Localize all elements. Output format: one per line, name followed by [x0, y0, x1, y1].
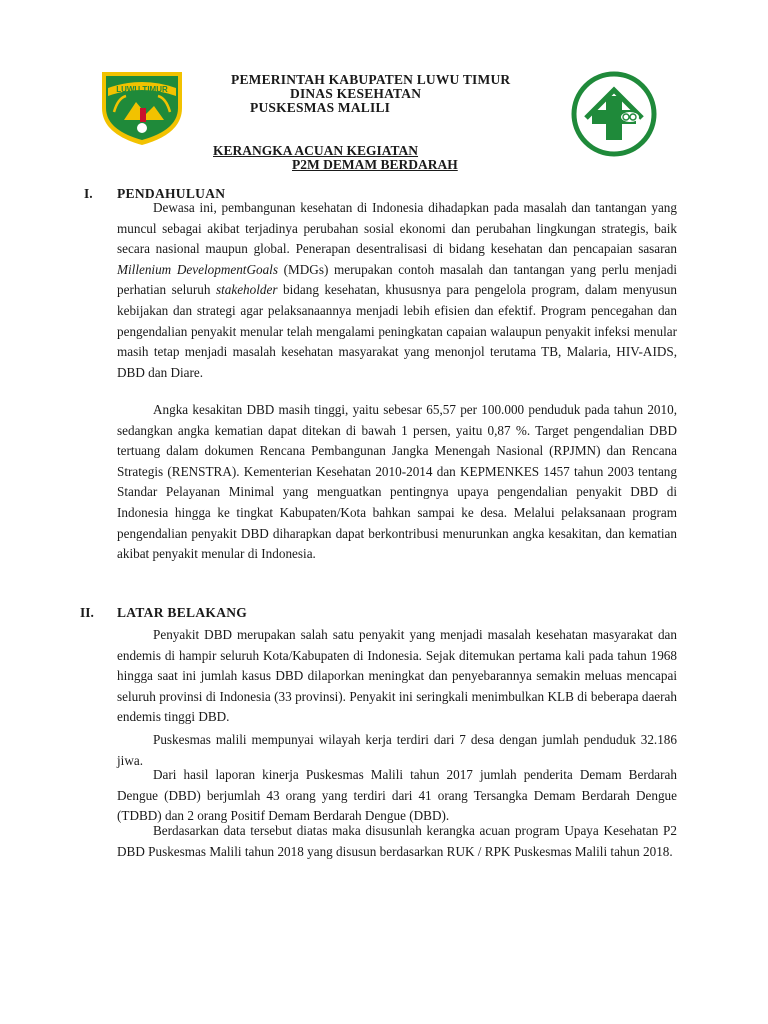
section-number: I.	[84, 186, 93, 201]
paragraph: Dewasa ini, pembangunan kesehatan di Indonesia dihadapkan pada masalah dan tantangan yang muncul sebagai akibat terjadinya perubahan sosial ekonomi dan perubahan lingkungan strategis, baik secara nasional maupun global. Penerapan desentralisasi di bidang kesehatan dan pencapaian sasaran Millenium DevelopmentGoals (MDGs) merupakan contoh masalah dan tantangan yang perlu menjadi perhatian seluruh stakeholder bidang kesehatan, khususnya para pengelola program, dalam menyusun kebijakan dan strategi agar pelaksanaannya menjadi lebih efisien dan efektif. Program pencegahan dan pengendalian penyakit menular telah mengalami peningkatan capaian walaupun penyakit infeksi menular masih tetap menjadi masalah kesehatan masyarakat yang menonjol terutama TB, Malaria, HIV-AIDS, DBD dan Diare.	[117, 200, 677, 380]
emblem-text: LUWU TIMUR	[116, 85, 168, 94]
section-number: II.	[80, 605, 94, 620]
document-title: KERANGKA ACUAN KEGIATAN	[213, 143, 419, 158]
paragraph: Puskesmas malili mempunyai wilayah kerja terdiri dari 7 desa dengan jumlah penduduk 32.186 jiwa.	[117, 732, 677, 768]
header-puskesmas: PUSKESMAS MALILI	[250, 100, 391, 115]
document-subtitle: P2M DEMAM BERDARAH	[292, 157, 458, 172]
paragraph: Penyakit DBD merupakan salah satu penyakit yang menjadi masalah kesehatan masyarakat dan endemis di hampir seluruh Kota/Kabupaten di Indonesia. Sejak ditemukan pertama kali pada tahun 1968 hingga saat ini jumlah kasus DBD dilaporkan meningkat dan penyebarannya semakin meluas mencapai seluruh provinsi di Indonesia (33 provinsi). Penyakit ini seringkali menimbulkan KLB di beberapa daerah endemis tinggi DBD.	[117, 627, 677, 725]
puskesmas-logo-icon	[570, 70, 658, 158]
paragraph: Angka kesakitan DBD masih tinggi, yaitu sebesar 65,57 per 100.000 penduduk pada tahun 2010, sedangkan angka kematian dapat ditekan di bawah 1 persen, yaitu 0,87 %. Target pengendalian DBD tertuang dalam dokumen Rencana Pembangunan Jangka Menengah Nasional (RPJMN) dan Rencana Strategis (RENSTRA). Kementerian Kesehatan 2010-2014 dan KEPMENKES 1457 tahun 2003 tentang Standar Pelayanan Minimal yang menguatkan pentingnya upaya pengendalian penyakit DBD di Indonesia hingga ke tingkat Kabupaten/Kota bahkan sampai ke desa. Melalui pelaksanaan program pengendalian penyakit DBD diharapkan dapat berkontribusi menurunkan angka kesakitan, dan kematian akibat penyakit menular di Indonesia.	[117, 402, 677, 562]
section-title-latar-belakang: LATAR BELAKANG	[117, 605, 248, 620]
luwu-timur-emblem-icon	[96, 68, 188, 146]
paragraph: Berdasarkan data tersebut diatas maka disusunlah kerangka acuan program Upaya Kesehatan P2 DBD Puskesmas Malili tahun 2018 yang disusun berdasarkan RUK / RPK Puskesmas Malili tahun 2018.	[117, 823, 677, 859]
header-government: PEMERINTAH KABUPATEN LUWU TIMUR	[231, 72, 511, 87]
header-department: DINAS KESEHATAN	[290, 86, 422, 101]
paragraph: Dari hasil laporan kinerja Puskesmas Malili tahun 2017 jumlah penderita Demam Berdarah Dengue (DBD) berjumlah 43 orang yang terdiri dari 41 orang Tersangka Demam Berdarah Dengue (TDBD) dan 2 orang Positif Demam Berdarah Dengue (DBD).	[117, 767, 677, 824]
section-title-pendahuluan: PENDAHULUAN	[117, 186, 226, 201]
